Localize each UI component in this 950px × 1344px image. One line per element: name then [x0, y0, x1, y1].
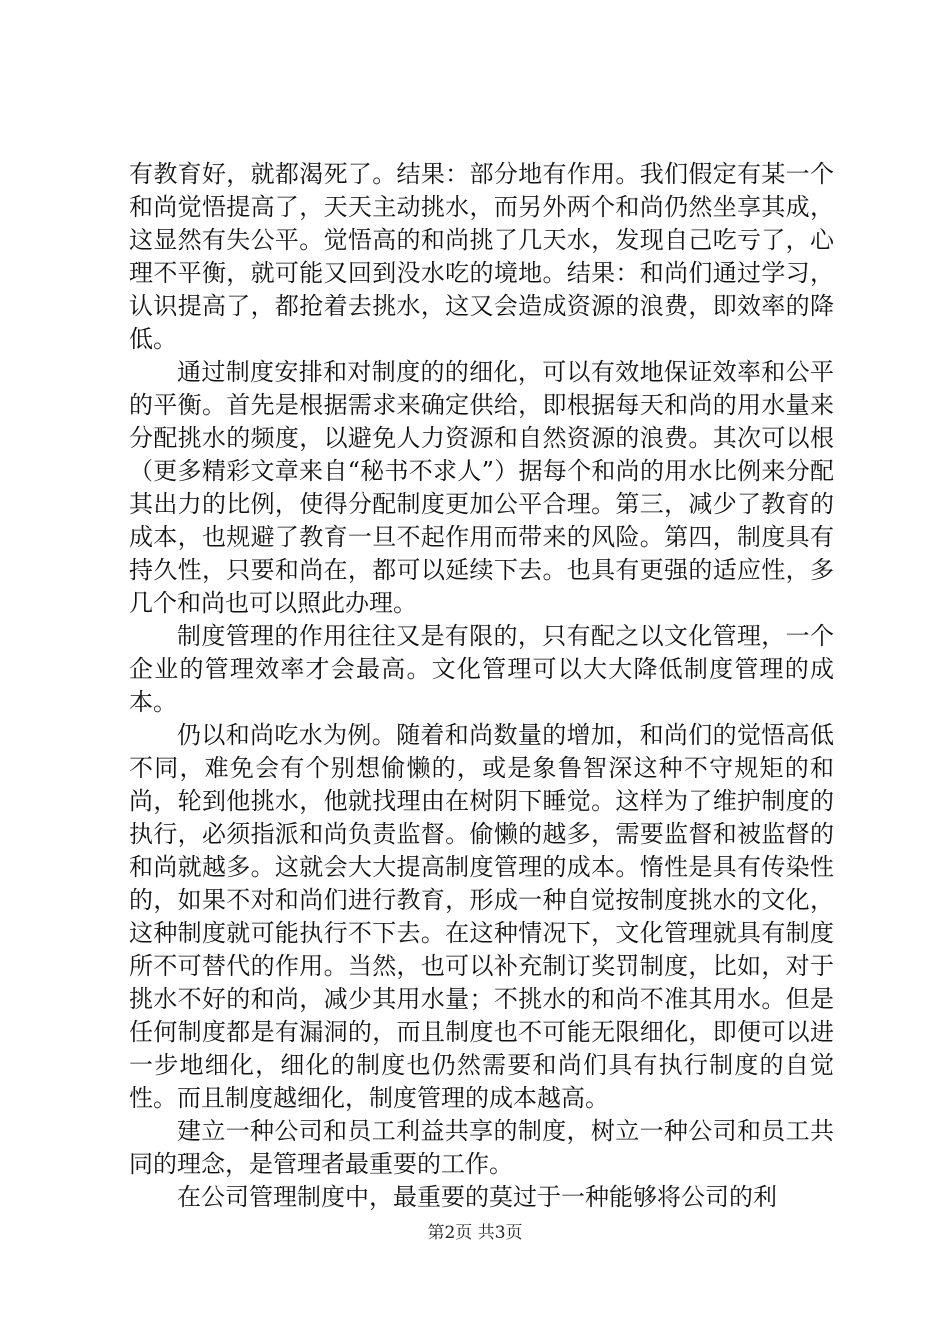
paragraph-5: 建立一种公司和员工利益共享的制度，树立一种公司和员工共同的理念，是管理者最重要的工作。 [129, 1117, 834, 1178]
paragraph-1: 有教育好，就都渴死了。结果：部分地有作用。我们假定有某一个和尚觉悟提高了，天天主动挑水，而另外两个和尚仍然坐享其成，这显然有失公平。觉悟高的和尚挑了几天水，发现自己吃亏了，心理不平衡，就可能又回到没水吃的境地。结果：和尚们通过学习，认识提高了，都抢着去挑水，这又会造成资源的浪费，即效率的降低。 [129, 160, 834, 353]
page-number: 第2页 共3页 [427, 1223, 523, 1243]
paragraph-4: 仍以和尚吃水为例。随着和尚数量的增加，和尚们的觉悟高低不同，难免会有个别想偷懒的，或是象鲁智深这种不守规矩的和尚，轮到他挑水，他就找理由在树阴下睡觉。这样为了维护制度的执行，必须指派和尚负责监督。偷懒的越多，需要监督和被监督的和尚就越多。这就会大大提高制度管理的成本。惰性是具有传染性的，如果不对和尚们进行教育，形成一种自觉按制度挑水的文化，这种制度就可能执行不下去。在这种情况下，文化管理就具有制度所不可替代的作用。当然，也可以补充制订奖罚制度，比如，对于挑水不好的和尚，减少其用水量；不挑水的和尚不准其用水。但是任何制度都是有漏洞的，而且制度也不可能无限细化，即便可以进一步地细化，细化的制度也仍然需要和尚们具有执行制度的自觉性。而且制度越细化，制度管理的成本越高。 [129, 721, 834, 1112]
paragraph-2: 通过制度安排和对制度的的细化，可以有效地保证效率和公平的平衡。首先是根据需求来确定供给，即根据每天和尚的用水量来分配挑水的频度，以避免人力资源和自然资源的浪费。其次可以根（更多精彩文章来自“秘书不求人”）据每个和尚的用水比例来分配其出力的比例，使得分配制度更加公平合理。第三，减少了教育的成本，也规避了教育一旦不起作用而带来的风险。第四，制度具有持久性，只要和尚在，都可以延续下去。也具有更强的适应性，多几个和尚也可以照此办理。 [129, 358, 834, 617]
paragraph-3: 制度管理的作用往往又是有限的，只有配之以文化管理，一个企业的管理效率才会最高。文化管理可以大大降低制度管理的成本。 [129, 622, 834, 716]
document-body [129, 158, 834, 1214]
page-footer [0, 1218, 950, 1243]
paragraph-6: 在公司管理制度中，最重要的莫过于一种能够将公司的利 [177, 1183, 777, 1211]
